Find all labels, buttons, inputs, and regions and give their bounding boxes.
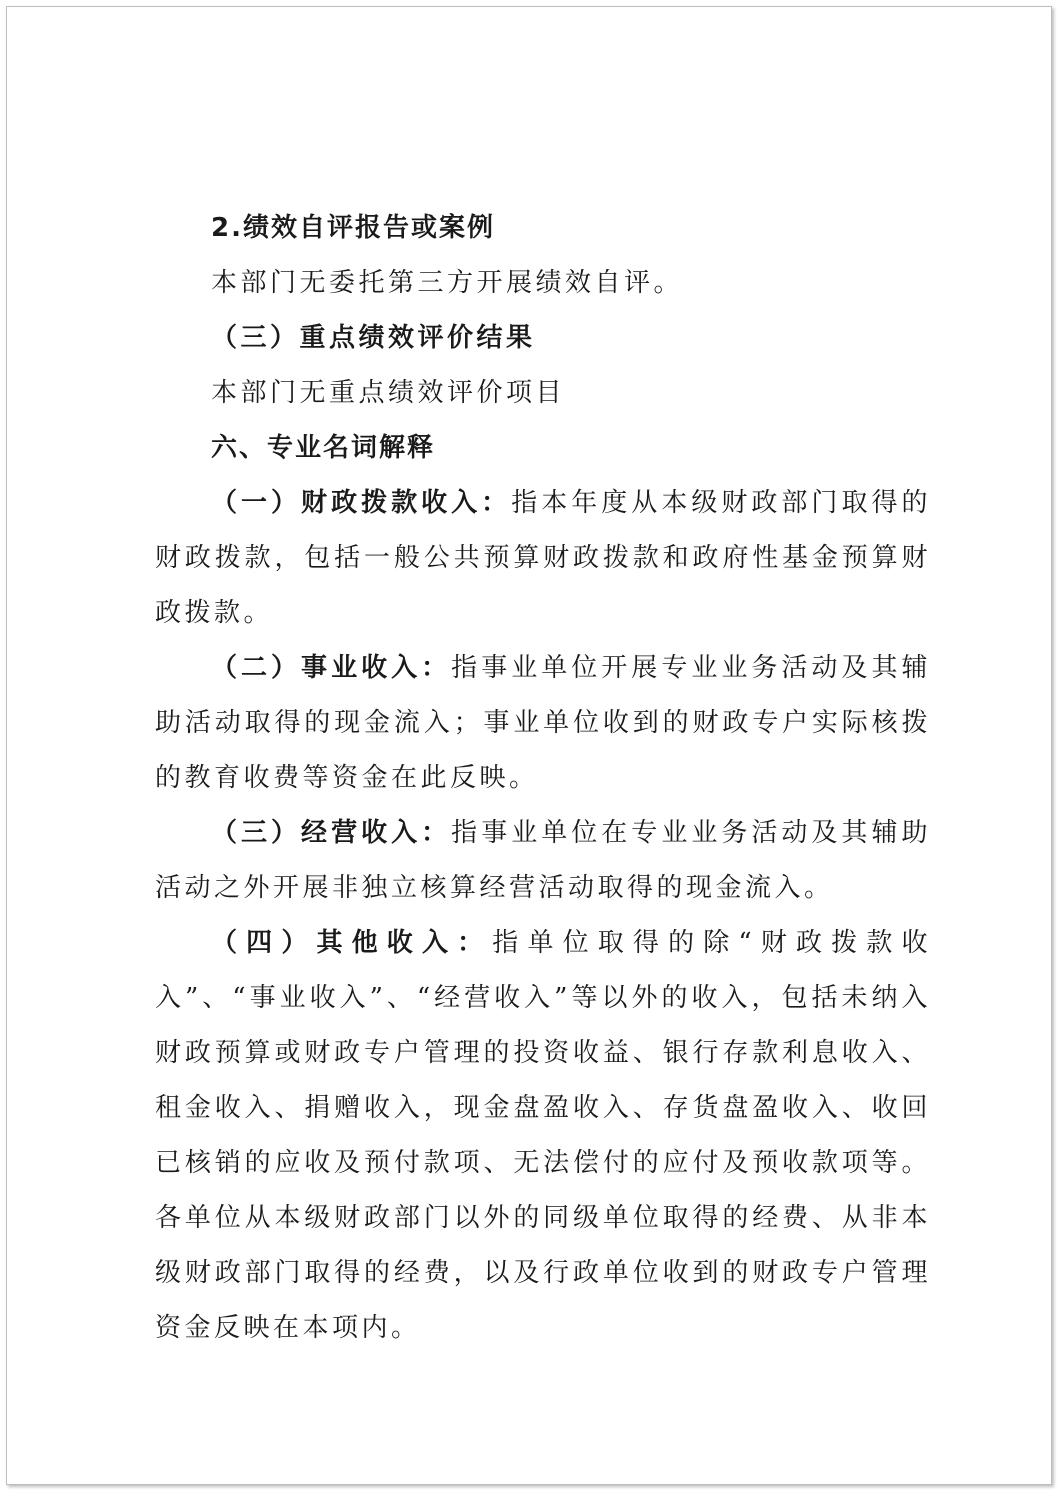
term-definition: 指事业单位在专业业务活动及其辅助活动之外开展非独立核算经营活动取得的现金流入。 (155, 818, 931, 903)
document-page (6, 6, 1052, 1485)
term-definition: 指本年度从本级财政部门取得的财政拨款，包括一般公共预算财政拨款和政府性基金预算财政拨款。 (155, 488, 931, 628)
section-text-2: 本部门无委托第三方开展绩效自评。 (211, 268, 684, 298)
term-label: （一）财政拨款收入： (211, 488, 512, 518)
term-paragraph-3 (155, 806, 931, 916)
section-heading-2: 2.绩效自评报告或案例 (211, 213, 495, 243)
term-label: （四）其他收入： (211, 928, 493, 958)
term-definition: 指事业单位开展专业业务活动及其辅助活动取得的现金流入；事业单位收到的财政专户实际核拨的教育收费等资金在此反映。 (155, 653, 931, 793)
term-label: （二）事业收入： (211, 653, 452, 683)
section-heading-3: （三）重点绩效评价结果 (211, 323, 536, 353)
term-paragraph-4 (155, 916, 931, 1356)
section-text-3: 本部门无重点绩效评价项目 (211, 378, 566, 408)
section-heading-6: 六、专业名词解释 (211, 433, 436, 463)
document-body (155, 201, 931, 1356)
term-paragraph-1 (155, 476, 931, 641)
term-label: （三）经营收入： (211, 818, 452, 848)
term-definition: 指单位取得的除“财政拨款收入”、“事业收入”、“经营收入”等以外的收入，包括未纳入财政预算或财政专户管理的投资收益、银行存款利息收入、租金收入、捐赠收入，现金盘盈收入、存货盘盈收入、收回已核销的应收及预付款项、无法偿付的应付及预收款项等。各单位从本级财政部门以外的同级单位取得的经费、从非本级财政部门取得的经费，以及行政单位收到的财政专户管理资金反映在本项内。 (155, 928, 931, 1343)
term-paragraph-2 (155, 641, 931, 806)
